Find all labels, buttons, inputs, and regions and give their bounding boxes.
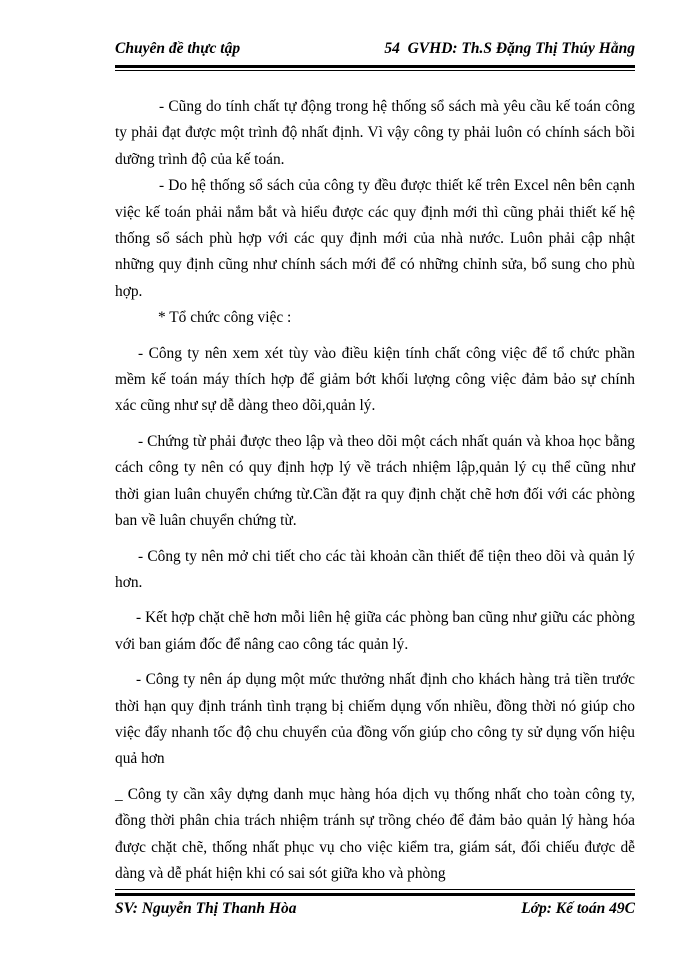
footer-rule-thin — [115, 889, 635, 890]
paragraph: - Cũng do tính chất tự động trong hệ thống sổ sách mà yêu cầu kế toán công ty phải đạt được một trình độ nhất định. Vì vậy công ty phải luôn có chính sách bồi dưỡng trình độ của kế toán. — [115, 98, 635, 168]
supervisor: GVHD: Th.S Đặng Thị Thúy Hằng — [407, 40, 635, 57]
paragraph: - Công ty nên áp dụng một mức thưởng nhất định cho khách hàng trả tiền trước thời hạn quy định tránh tình trạng bị chiếm dụng vốn nhiều, đồng thời nó giúp cho việc đẩy nhanh tốc độ chu chuyển của đồng vốn giúp cho công ty sử dụng vốn hiệu quả hơn — [115, 671, 635, 768]
header-right — [384, 40, 635, 58]
header-rule-thin — [115, 70, 635, 71]
class-name: Lớp: Kế toán 49C — [521, 900, 635, 917]
paragraph: - Do hệ thống sổ sách của công ty đều được thiết kế trên Excel nên bên cạnh việc kế toán phải nắm bắt và hiểu được các quy định mới thì cũng phải thiết kế hệ thống sổ sách phù hợp với các quy định mới của nhà nước. Luôn phải cập nhật những quy định cũng như chính sách mới để có những chỉnh sửa, bổ sung cho phù hợp. — [115, 177, 635, 300]
page-number: 54 — [384, 40, 400, 57]
section-heading: * Tổ chức công việc : — [158, 309, 292, 327]
student-name: SV: Nguyễn Thị Thanh Hòa — [115, 900, 297, 917]
paragraph: - Kết hợp chặt chẽ hơn mỗi liên hệ giữa các phòng ban cũng như giữu các phòng với ban giám đốc để nâng cao công tác quản lý. — [115, 609, 635, 653]
paragraph: - Chứng từ phải được theo lập và theo dõi một cách nhất quán và khoa học bằng cách công ty nên có quy định hợp lý về trách nhiệm lập,quản lý cụ thể cũng như thời gian luân chuyển chứng từ.Cần đặt ra quy định chặt chẽ hơn đối với các phòng ban về luân chuyển chứng từ. — [115, 432, 635, 530]
header-rule-thick — [115, 65, 635, 68]
page-header — [115, 38, 635, 64]
header-title: Chuyên đề thực tập — [115, 40, 241, 57]
document-body — [115, 94, 635, 887]
page-footer — [115, 900, 635, 924]
paragraph: - Công ty nên xem xét tùy vào điều kiện tính chất công việc để tổ chức phần mềm kế toán máy thích hợp để giảm bớt khối lượng công việc đảm bảo sự chính xác cũng như sự dễ dàng theo dõi,quản lý. — [115, 344, 635, 415]
paragraph: _ Công ty cần xây dựng danh mục hàng hóa dịch vụ thống nhất cho toàn công ty, đồng thời phân chia trách nhiệm tránh sự trồng chéo để đảm bảo quản lý hàng hóa được chặt chẽ, thống nhất phục vụ cho việc kiểm tra, giám sát, đối chiếu được dễ dàng và dễ phát hiện khi có sai sót giữa kho và phòng — [115, 785, 635, 882]
footer-rule-thick — [115, 893, 635, 896]
paragraph: - Công ty nên mở chi tiết cho các tài khoản cần thiết để tiện theo dõi và quản lý hơn. — [115, 547, 635, 591]
